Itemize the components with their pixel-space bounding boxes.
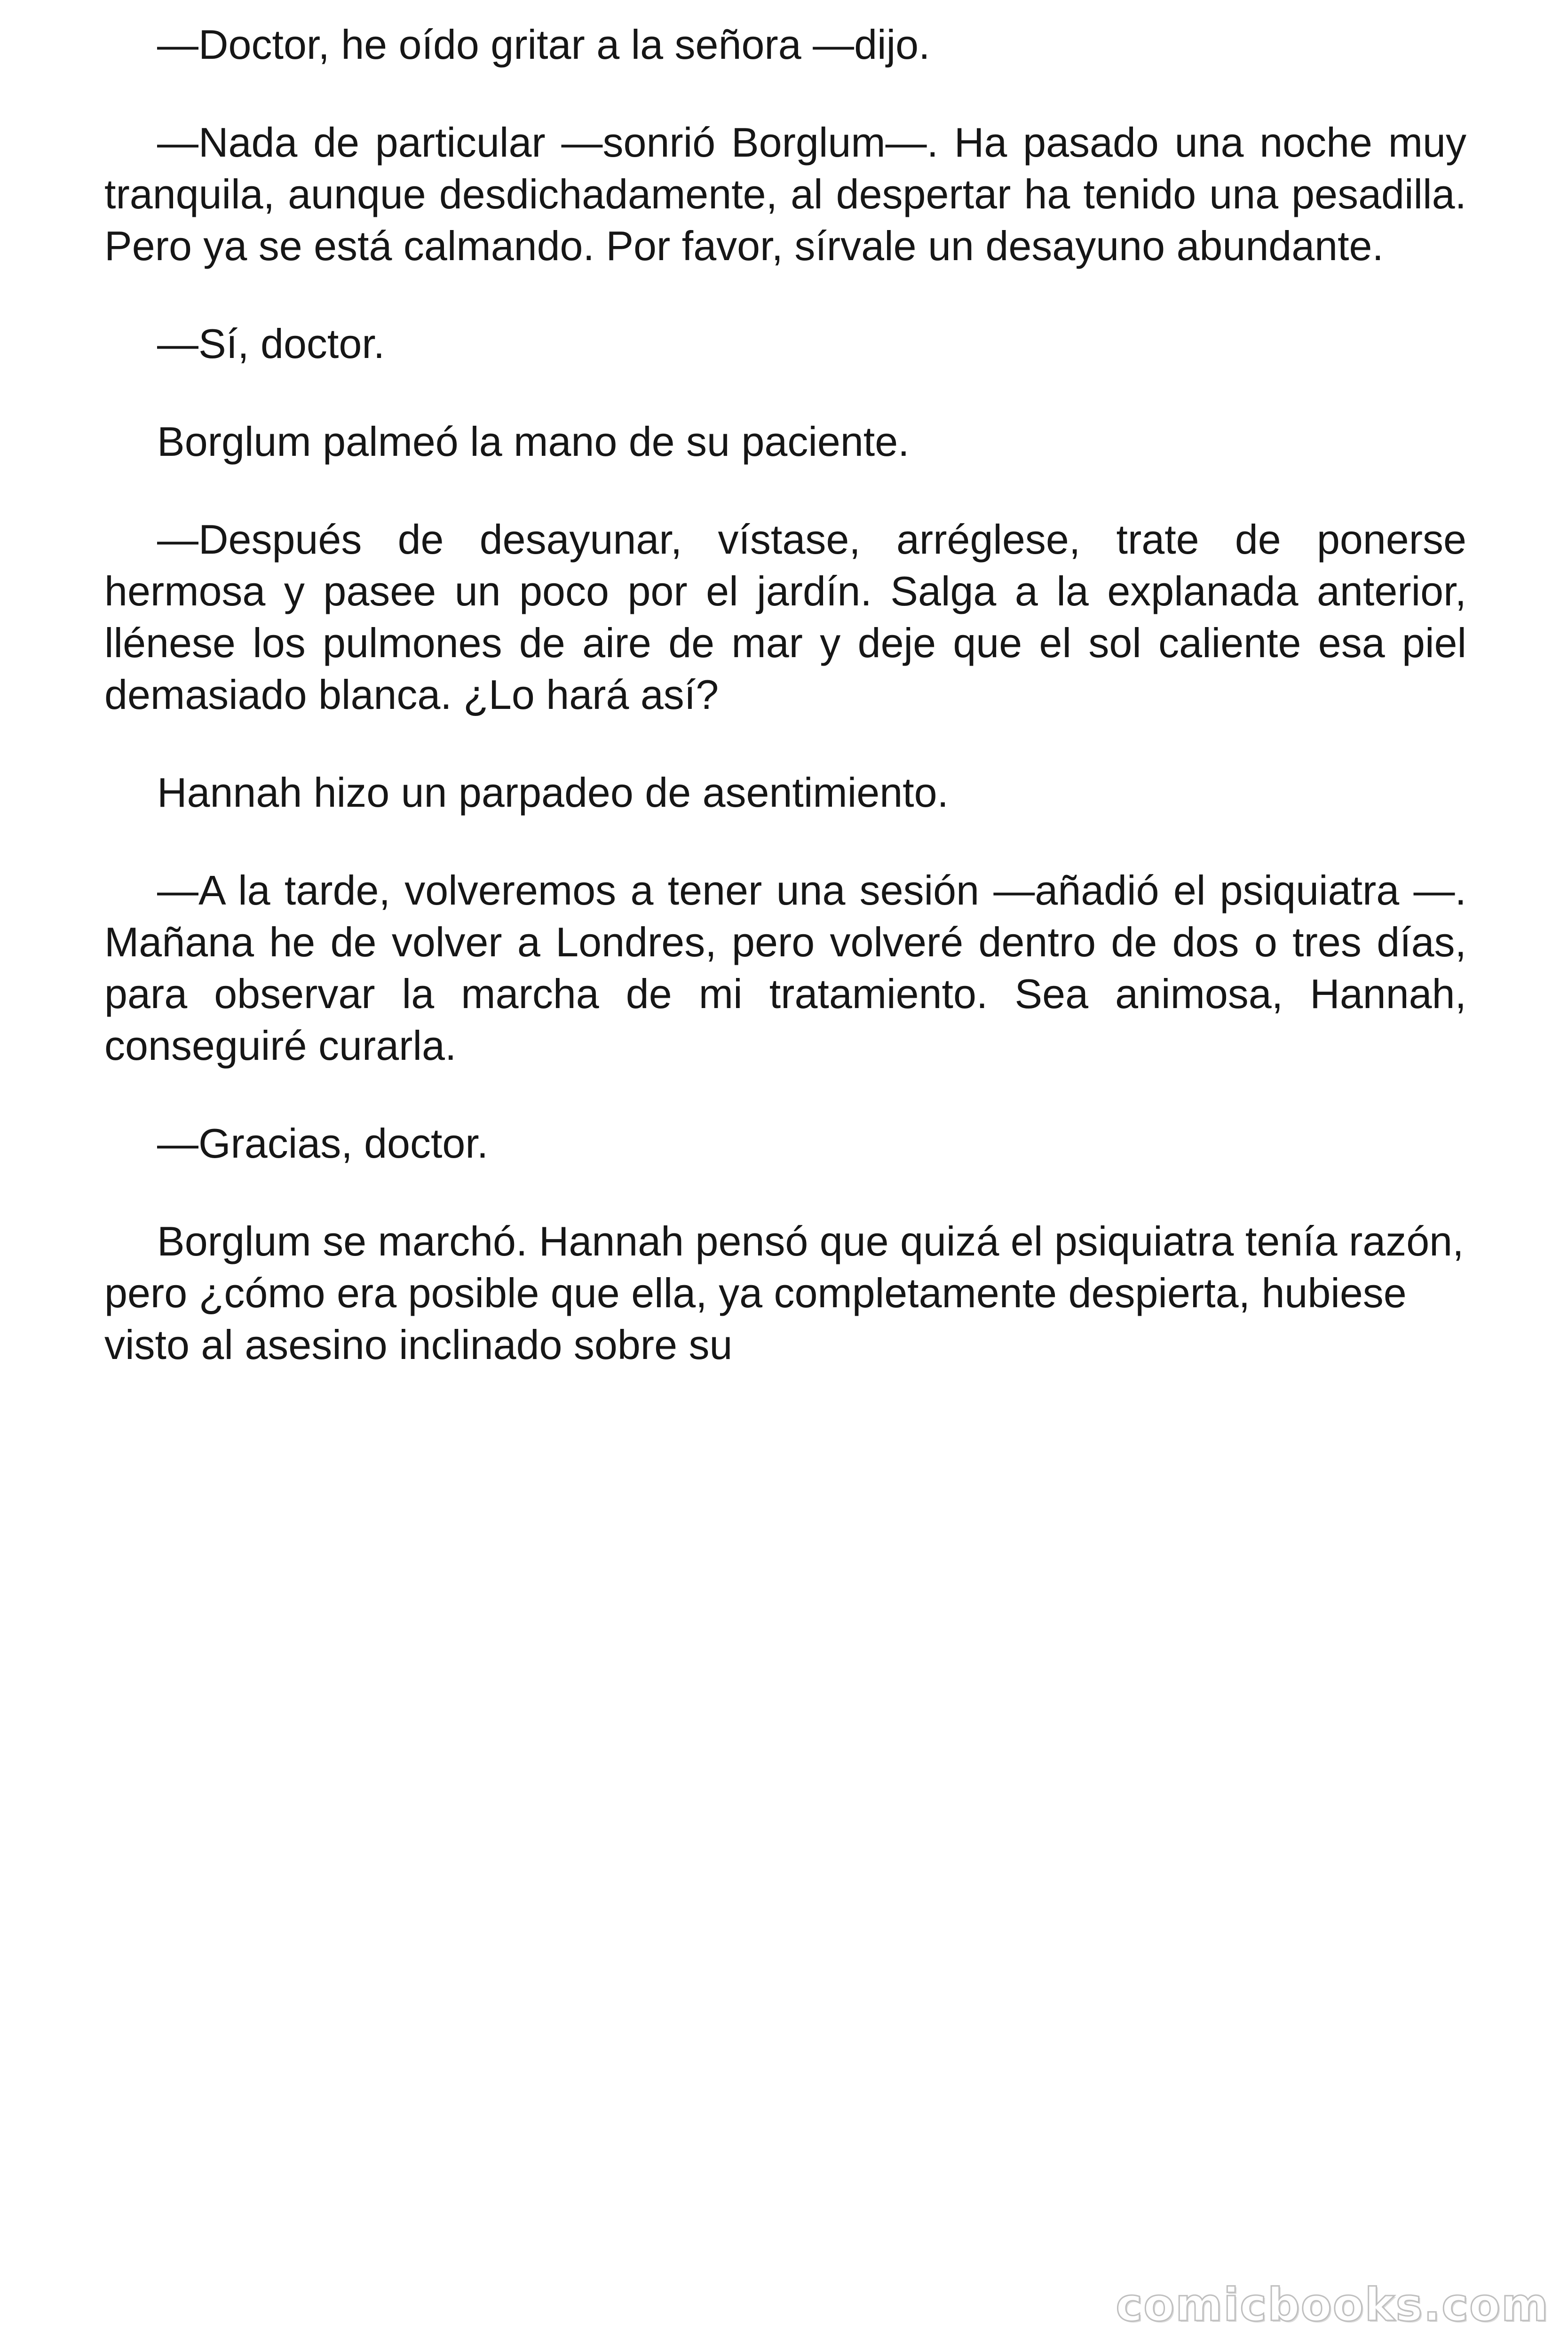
paragraph-7: —A la tarde, volveremos a tener una sesión —añadió el psiquiatra —. Mañana he de volver a Londres, pero volveré dentro de dos o tres días, para observar la marcha de mi tratamiento. Sea animosa, Hannah, conseguiré curarla. [104,867,1466,1069]
paragraph-5: —Después de desayunar, vístase, arréglese, trate de ponerse hermosa y pasee un poco por el jardín. Salga a la explanada anterior, llénese los pulmones de aire de mar y deje que el sol caliente esa piel demasiado blanca. ¿Lo hará así? [104,516,1466,718]
paragraph-8: —Gracias, doctor. [157,1120,489,1167]
paragraph-4: Borglum palmeó la mano de su paciente. [157,418,910,465]
paragraph-3: —Sí, doctor. [157,320,385,367]
paragraph-6: Hannah hizo un parpadeo de asentimiento. [157,769,949,816]
paragraph-2: —Nada de particular —sonrió Borglum—. Ha pasado una noche muy tranquila, aunque desdichadamente, al despertar ha tenido una pesadilla. Pero ya se está calmando. Por favor, sírvale un desayuno abundante. [104,119,1466,269]
paragraph-9: Borglum se marchó. Hannah pensó que quizá el psiquiatra tenía razón, pero ¿cómo era posible que ella, ya completamente despierta, hubiese visto al asesino inclinado sobre su [104,1218,1464,1368]
watermark-logo: comicbooks.com [1116,2279,1549,2331]
body-text [104,19,1466,1371]
paragraph-1: —Doctor, he oído gritar a la señora —dijo. [157,21,930,68]
